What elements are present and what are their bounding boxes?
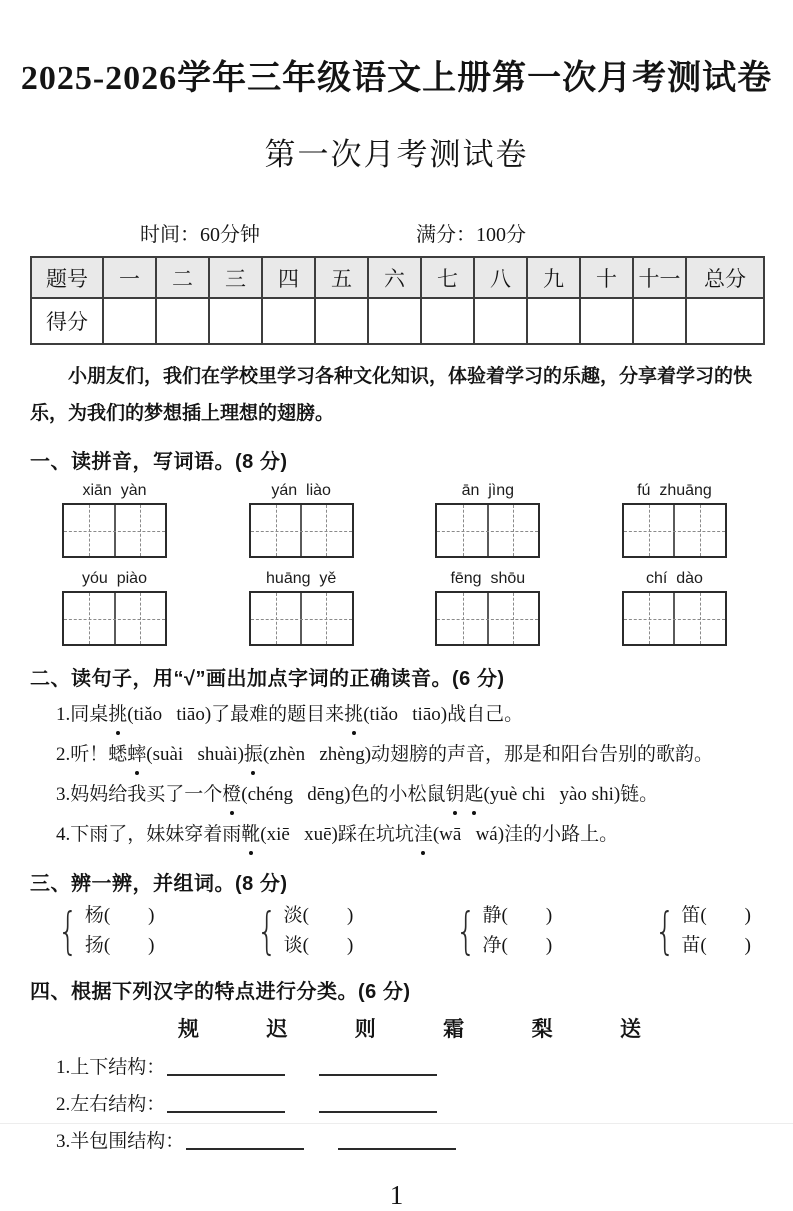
score-table-score-row — [31, 298, 764, 344]
pinyin-word-group — [62, 570, 167, 646]
pinyin-label: fú zhuāng — [637, 482, 712, 499]
paper-title: 2025-2026学年三年级语文上册第一次月考测试卷 — [20, 60, 773, 97]
writing-grid — [249, 503, 354, 558]
score-cell — [421, 298, 474, 344]
word-pair-group — [251, 902, 353, 960]
dotted-char: 橙 — [222, 778, 241, 811]
structure-item-3 — [56, 1130, 793, 1154]
text-run: 4.下雨了，妹妹穿着雨 — [56, 824, 242, 845]
text-run: (tiǎo tiāo)了最难的题目来 — [127, 704, 345, 725]
pair-top: 淡( ) — [283, 905, 354, 926]
score-cell — [156, 298, 209, 344]
pair-bottom: 扬( ) — [84, 935, 155, 956]
structure-item-1 — [56, 1056, 793, 1080]
dotted-char: 挑 — [108, 698, 127, 731]
pinyin-word-group — [249, 570, 354, 646]
score-table-header-cell: 八 — [474, 257, 527, 298]
pinyin-word-group — [435, 570, 540, 646]
score-cell — [633, 298, 686, 344]
text-run: (xiē xuē)踩在坑坑 — [260, 824, 414, 845]
text-run: (suài shuài) — [146, 744, 244, 765]
score-cell — [262, 298, 315, 344]
score-table-header-cell: 六 — [368, 257, 421, 298]
classify-character: 霜 — [443, 1017, 465, 1041]
writing-grid — [622, 591, 727, 646]
writing-grid — [249, 591, 354, 646]
score-table-header-cell: 十 — [580, 257, 633, 298]
score-table-header-cell: 五 — [315, 257, 368, 298]
text-run: 2.听！蟋 — [56, 744, 128, 765]
answer-blank — [338, 1131, 456, 1150]
score-table-header-cell: 七 — [421, 257, 474, 298]
text-run: (yuè chi yào shi)链。 — [483, 784, 659, 805]
dotted-char: 钥 — [446, 778, 465, 811]
pinyin-label: ān jìng — [461, 482, 515, 499]
pinyin-label: fēng shōu — [450, 570, 526, 587]
answer-blank — [319, 1057, 437, 1076]
score-table-header-cell: 九 — [527, 257, 580, 298]
score-cell — [315, 298, 368, 344]
full-score-label: 满分：100分 — [416, 224, 526, 246]
text-run: (wā wá)洼的小路上。 — [432, 824, 619, 845]
dotted-char: 挑 — [344, 698, 363, 731]
text-run: 3.妈妈给我买了一个 — [56, 784, 223, 805]
sentence-item-3 — [56, 778, 793, 811]
structure-label: 2.左右结构： — [56, 1094, 166, 1115]
answer-blank — [186, 1131, 304, 1150]
section3-heading: 三、辨一辨，并组词。(8 分) — [30, 873, 288, 895]
section1-heading: 一、读拼音，写词语。(8 分) — [30, 451, 288, 473]
structure-item-2 — [56, 1093, 793, 1117]
text-run: (zhèn zhèng)动翅膀的声音，那是和阳台告别的歌韵。 — [262, 744, 714, 765]
pair-top: 笛( ) — [681, 905, 751, 926]
sentence-item-4 — [56, 818, 793, 851]
score-cell — [103, 298, 156, 344]
score-cell — [209, 298, 262, 344]
pinyin-row-2 — [0, 570, 793, 646]
classify-character: 规 — [178, 1017, 199, 1041]
page-number: 1 — [389, 1180, 404, 1210]
pinyin-word-group — [435, 482, 540, 558]
pinyin-label: xiān yàn — [82, 482, 147, 499]
writing-grid — [62, 591, 167, 646]
sentence-item-2 — [56, 738, 793, 771]
brace-icon: { — [654, 902, 675, 960]
answer-blank — [167, 1094, 285, 1113]
test-paper-page — [0, 50, 793, 1210]
word-pair-row — [0, 902, 793, 960]
score-table-header-cell: 四 — [262, 257, 315, 298]
word-pair-group — [450, 902, 552, 960]
structure-label: 3.半包围结构： — [56, 1131, 185, 1152]
text-run: 1.同桌 — [56, 704, 109, 725]
text-run: (tiǎo tiāo)战自己。 — [363, 704, 524, 725]
answer-blank — [319, 1094, 437, 1113]
pinyin-row-1 — [0, 482, 793, 558]
score-table — [30, 256, 765, 345]
brace-icon: { — [57, 902, 79, 960]
writing-grid — [435, 503, 540, 558]
word-pair-group — [649, 902, 751, 960]
classify-character: 送 — [619, 1017, 641, 1041]
score-cell — [686, 298, 764, 344]
pair-bottom: 净( ) — [482, 935, 553, 956]
character-row — [0, 1013, 793, 1043]
pair-bottom: 苗( ) — [681, 935, 751, 956]
pinyin-word-group — [622, 482, 727, 558]
section4-heading: 四、根据下列汉字的特点进行分类。(6 分) — [30, 981, 411, 1003]
dotted-char: 蟀 — [127, 738, 146, 771]
text-run: (chéng dēng)色的小松鼠 — [241, 784, 446, 805]
classify-character: 梨 — [531, 1017, 553, 1041]
score-table-header-cell: 三 — [209, 257, 262, 298]
pinyin-label: yóu piào — [82, 570, 147, 587]
score-cell — [580, 298, 633, 344]
paper-subtitle: 第一次月考测试卷 — [264, 137, 529, 172]
answer-blank — [167, 1057, 285, 1076]
word-pair-group — [52, 902, 154, 960]
classify-character: 迟 — [266, 1017, 288, 1041]
scan-artifact-line — [0, 1123, 793, 1124]
pinyin-word-group — [249, 482, 354, 558]
pair-bottom: 谈( ) — [283, 935, 354, 956]
dotted-char: 靴 — [241, 818, 260, 851]
pinyin-label: yán liào — [271, 482, 331, 499]
pinyin-word-group — [622, 570, 727, 646]
classify-character: 则 — [354, 1017, 376, 1041]
pair-top: 杨( ) — [84, 905, 155, 926]
pair-top: 静( ) — [482, 905, 553, 926]
score-row-label: 得分 — [31, 298, 103, 344]
score-cell — [368, 298, 421, 344]
pinyin-label: chí dào — [646, 570, 703, 587]
dotted-char: 匙 — [465, 778, 484, 811]
score-cell — [527, 298, 580, 344]
exam-meta — [0, 218, 793, 247]
sentence-item-1 — [56, 698, 793, 731]
writing-grid — [62, 503, 167, 558]
pinyin-word-group — [62, 482, 167, 558]
pinyin-label: huāng yě — [266, 570, 337, 587]
section2-heading: 二、读句子，用“√”画出加点字词的正确读音。(6 分) — [30, 668, 505, 690]
dotted-char: 洼 — [414, 818, 433, 851]
score-table-header-cell: 二 — [156, 257, 209, 298]
brace-icon: { — [455, 902, 476, 960]
dotted-char: 振 — [244, 738, 263, 771]
score-table-header-cell: 一 — [103, 257, 156, 298]
score-cell — [474, 298, 527, 344]
score-table-header-cell: 十一 — [633, 257, 686, 298]
brace-icon: { — [256, 902, 278, 960]
writing-grid — [435, 591, 540, 646]
time-label: 时间：60分钟 — [140, 224, 260, 246]
score-table-header-row — [31, 257, 764, 298]
score-table-header-cell: 题号 — [31, 257, 103, 298]
writing-grid — [622, 503, 727, 558]
intro-paragraph: 小朋友们，我们在学校里学习各种文化知识，体验着学习的乐趣，分享着学习的快乐，为我们的梦想插上理想的翅膀。 — [30, 366, 753, 424]
structure-label: 1.上下结构： — [56, 1057, 166, 1078]
score-table-header-cell: 总分 — [686, 257, 764, 298]
